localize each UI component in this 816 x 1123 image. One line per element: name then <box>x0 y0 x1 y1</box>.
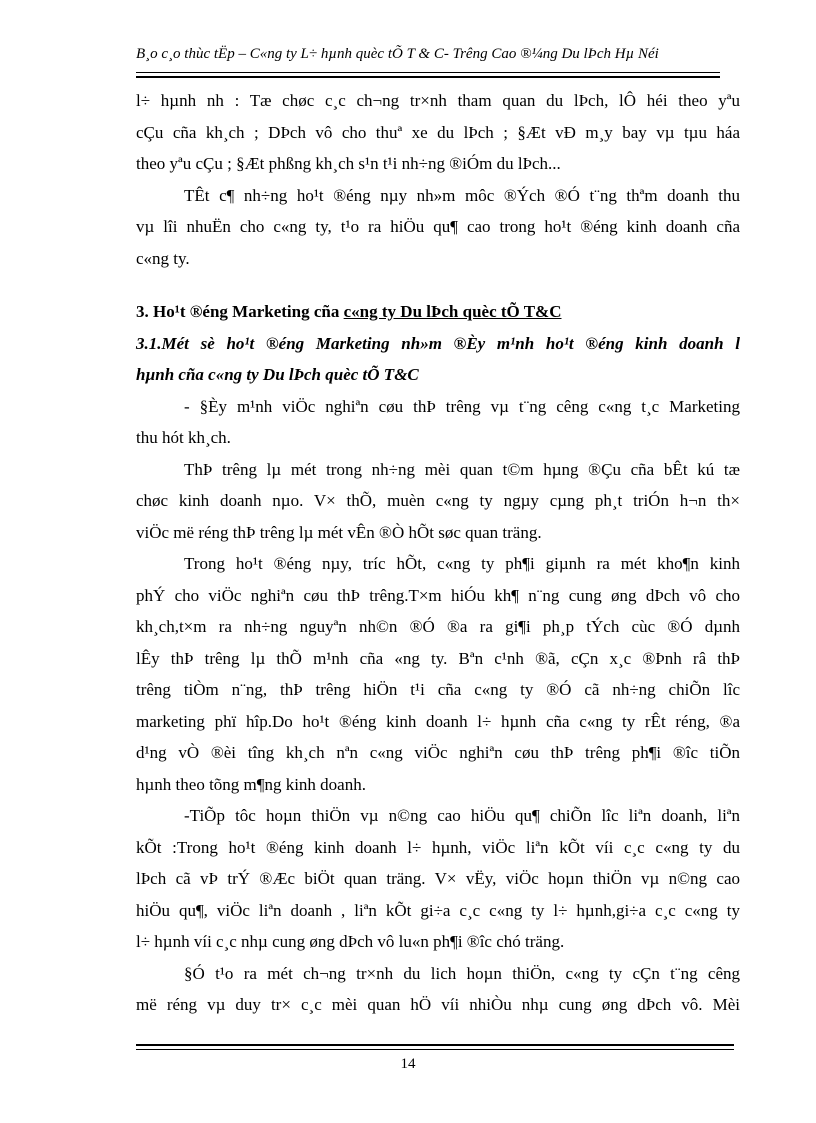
text-line: l÷ hµnh víi c¸c nhµ cung øng dÞch vô lu«n ph¶i ®îc chó träng. <box>136 932 565 951</box>
text-line: hiÖu qu¶, viÖc liªn doanh , liªn kÕt gi÷a c¸c c«ng ty l÷ hµnh,gi÷a c¸c c«ng ty <box>136 900 740 920</box>
text-line: d¹ng vÒ ®èi tîng kh¸ch nªn c«ng viÖc nghiªn cøu thÞ trêng ph¶i ®îc tiÕn <box>136 743 740 762</box>
text-line: lÊy thÞ trêng lµ thÕ m¹nh cña «ng ty. Bªn c¹nh ®ã, cÇn x¸c ®Þnh râ thÞ <box>136 648 740 668</box>
text-line: marketing phï hîp.Do ho¹t ®éng kinh doanh l÷ hµnh cña c«ng ty rÊt réng, ®a <box>136 711 740 731</box>
text-line: më réng vµ duy tr× c¸c mèi quan hÖ víi nhiÒu nhµ cung øng dÞch vô. Mèi <box>136 995 740 1014</box>
text-line: kÕt :Trong ho¹t ®éng kinh doanh l÷ hµnh, viÖc liªn kÕt víi c¸c c«ng ty du <box>136 837 740 857</box>
header-rule <box>136 72 720 78</box>
text-line: c«ng ty. <box>136 248 190 268</box>
text-line: phÝ cho viÖc nghiªn cøu thÞ trêng.T×m hiÓu kh¶ n¨ng cung øng dÞch vô cho <box>136 585 740 605</box>
text-line: trêng tiÒm n¨ng, thÞ trêng hiÖn t¹i cña c«ng ty ®Ó cã nh÷ng chiÕn lîc <box>136 680 740 699</box>
paragraph <box>136 548 740 800</box>
text-line: lÞch cã vÞ trÝ ®Æc biÖt quan träng. V× vËy, viÖc hoµn thiÖn vµ n©ng cao <box>136 869 740 888</box>
section-title-text: 3. Ho¹t ®éng Marketing cña <box>136 302 344 321</box>
paragraph <box>136 454 740 549</box>
text-line: -TiÕp tôc hoµn thiÖn vµ n©ng cao hiÖu qu¶ chiÕn lîc liªn doanh, liªn <box>184 806 740 825</box>
paragraph <box>136 180 740 275</box>
paragraph <box>136 958 740 1021</box>
subsection-title: 3.1.Mét sè ho¹t ®éng Marketing nh»m ®Èy m¹nh ho¹t ®éng kinh doanh l <box>136 333 740 353</box>
text-line: thu hót kh¸ch. <box>136 428 231 447</box>
text-line: kh¸ch,t×m ra nh÷ng nguyªn nh©n ®Ó ®a ra gi¶i ph¸p tÝch cùc ®Ó dµnh <box>136 617 740 636</box>
text-line: - §Èy m¹nh viÖc nghiªn cøu thÞ trêng vµ t¨ng cêng c«ng t¸c Marketing <box>184 396 740 416</box>
running-header: B¸o c¸o thùc tËp – C«ng ty L÷ hµnh quèc tÕ T & C- Trêng Cao ®¼ng Du lÞch Hµ Néi <box>136 46 659 62</box>
paragraph <box>136 391 740 454</box>
spacer <box>136 274 740 296</box>
text-line: theo yªu cÇu ; §Æt phßng kh¸ch s¹n t¹i nh÷ng ®iÓm du lÞch... <box>136 154 561 173</box>
text-line: Trong ho¹t ®éng nµy, tríc hÕt, c«ng ty ph¶i giµnh ra mét kho¶n kinh <box>184 554 740 573</box>
section-title-underlined: c«ng ty Du lÞch quèc tÕ T&C <box>343 302 562 321</box>
text-line: TÊt c¶ nh÷ng ho¹t ®éng nµy nh»m môc ®Ých ®Ó t¨ng thªm doanh thu <box>184 185 740 205</box>
text-line: cÇu cña kh¸ch ; DÞch vô cho thuª xe du lÞch ; §Æt vÐ m¸y bay vµ tµu háa <box>136 122 740 142</box>
footer-rule <box>136 1044 734 1050</box>
text-line: hµnh theo tõng m¶ng kinh doanh. <box>136 774 366 794</box>
text-line: §Ó t¹o ra mét ch¬ng tr×nh du lich hoµn thiÖn, c«ng ty cÇn t¨ng cêng <box>184 963 740 983</box>
text-line: l÷ hµnh nh : Tæ chøc c¸c ch¬ng tr×nh tham quan du lÞch, lÔ héi theo yªu <box>136 91 740 110</box>
paragraph <box>136 85 740 180</box>
text-line: ThÞ trêng lµ mét trong nh÷ng mèi quan t©m hµng ®Çu cña bÊt kú tæ <box>184 459 740 479</box>
text-line: vµ lîi nhuËn cho c«ng ty, t¹o ra hiÖu qu¶ cao trong ho¹t ®éng kinh doanh cña <box>136 217 740 236</box>
page-number: 14 <box>400 1056 416 1072</box>
text-line: viÖc më réng thÞ trêng lµ mét vÊn ®Ò hÕt søc quan träng. <box>136 522 542 542</box>
document-body <box>136 85 740 1021</box>
text-line: chøc kinh doanh nµo. V× thÕ, muèn c«ng ty ngµy cµng ph¸t triÓn h¬n th× <box>136 491 740 510</box>
section-title <box>136 296 740 328</box>
subsection-title: hµnh cña c«ng ty Du lÞch quèc tÕ T&C <box>136 365 419 384</box>
paragraph <box>136 800 740 958</box>
